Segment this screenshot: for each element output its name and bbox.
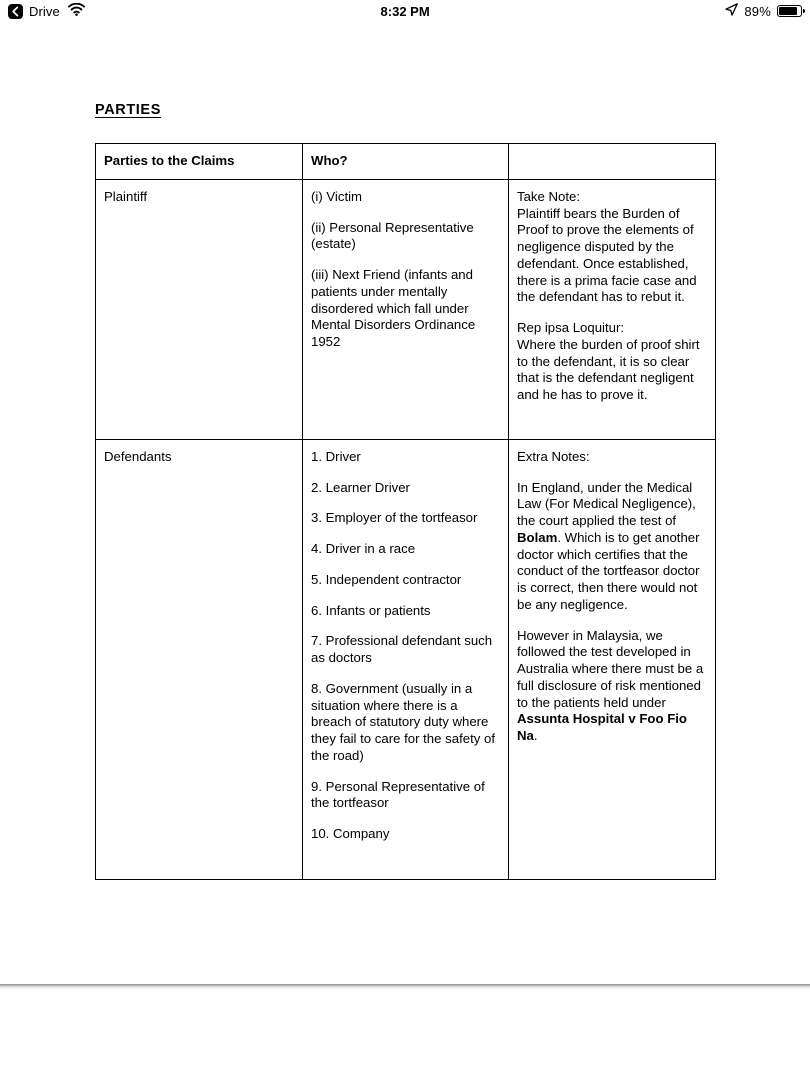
- note-block: [517, 320, 707, 404]
- defendant-item: 5. Independent contractor: [311, 571, 462, 587]
- defendant-item: 1. Driver: [311, 448, 361, 464]
- page-bottom-edge-shadow: [0, 984, 810, 991]
- note-text: .: [533, 728, 538, 744]
- note-heading: Extra Notes:: [517, 448, 590, 464]
- note-body: Where the burden of proof shirt to the defendant, it is so clear that is the defendant negligent and he has to prove it.: [517, 336, 700, 403]
- defendant-item: 10. Company: [311, 826, 390, 842]
- status-bar-right: [725, 3, 802, 19]
- cell-who-defendants: [303, 439, 509, 879]
- cell-party-plaintiff: Plaintiff: [96, 179, 303, 439]
- battery-percentage-label: 89%: [744, 3, 771, 19]
- defendant-item: 8. Government (usually in a situation where there is a breach of statutory duty where they fail to care for the safety of the road): [311, 680, 495, 763]
- document-page: [0, 22, 810, 985]
- who-item: (ii) Personal Representative (estate): [311, 219, 474, 252]
- cell-notes-defendants: [509, 439, 716, 879]
- defendant-item: 3. Employer of the tortfeasor: [311, 510, 478, 526]
- status-bar-clock: 8:32 PM: [380, 3, 430, 19]
- defendant-item: 4. Driver in a race: [311, 541, 416, 557]
- table-header-row: [96, 144, 716, 180]
- battery-icon: [777, 5, 802, 17]
- case-name-assunta: Assunta Hospital v Foo Fio Na: [517, 711, 687, 744]
- page-title: PARTIES: [95, 102, 161, 118]
- cell-notes-plaintiff: [509, 179, 716, 439]
- note-text: In England, under the Medical Law (For Medical Negligence), the court applied the test of: [517, 479, 696, 529]
- column-header-parties: Parties to the Claims: [96, 144, 303, 180]
- chevron-left-icon[interactable]: [8, 4, 23, 19]
- defendant-item: 9. Personal Representative of the tortfeasor: [311, 778, 485, 811]
- case-name-bolam: Bolam: [517, 529, 558, 545]
- note-text: . Which is to get another doctor which certifies that the conduct of the tortfeasor doctor is correct, then there would not be any negligence.: [517, 529, 700, 612]
- note-paragraph-england: [517, 480, 707, 614]
- cell-party-defendants: Defendants: [96, 439, 303, 879]
- location-arrow-icon: [725, 3, 738, 19]
- note-paragraph-malaysia: [517, 628, 707, 745]
- note-heading: Take Note:: [517, 188, 581, 204]
- column-header-who: Who?: [303, 144, 509, 180]
- wifi-icon: [68, 3, 85, 19]
- note-block: [517, 189, 707, 306]
- table-row: [96, 439, 716, 879]
- cell-who-plaintiff: [303, 179, 509, 439]
- who-item: (i) Victim: [311, 188, 363, 204]
- note-text: However in Malaysia, we followed the test developed in Australia where there must be a full disclosure of risk mentioned to the patients held under: [517, 627, 704, 710]
- parties-table: [95, 143, 716, 880]
- back-to-drive-label[interactable]: Drive: [29, 3, 60, 19]
- defendant-item: 2. Learner Driver: [311, 479, 410, 495]
- defendant-item: 6. Infants or patients: [311, 602, 431, 618]
- column-header-notes: [509, 144, 716, 180]
- table-row: [96, 179, 716, 439]
- note-heading: Rep ipsa Loquitur:: [517, 320, 625, 336]
- status-bar: [0, 0, 810, 22]
- battery-fill: [779, 7, 797, 14]
- defendant-item: 7. Professional defendant such as doctors: [311, 633, 493, 666]
- status-bar-left: [8, 3, 85, 19]
- who-item: (iii) Next Friend (infants and patients under mentally disordered which fall under Mental Disorders Ordinance 1952: [311, 267, 476, 350]
- note-body: Plaintiff bears the Burden of Proof to prove the elements of negligence disputed by the defendant. Once established, there is a prima facie case and the defendant has to rebut it.: [517, 205, 697, 305]
